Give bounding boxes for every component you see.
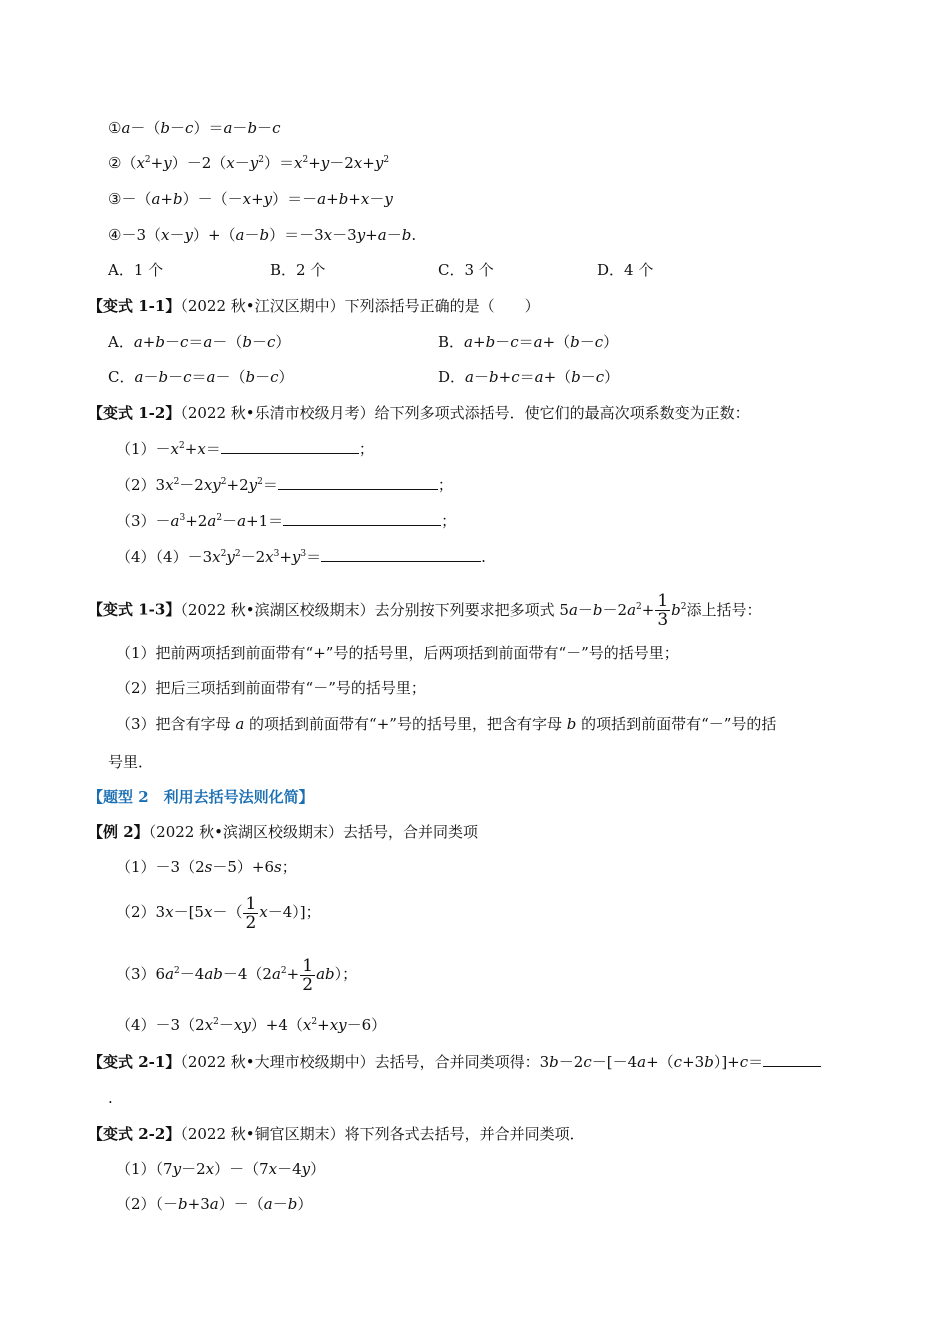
statement-3: ③－（a+b）－（－x+y）＝－a+b+x－y: [108, 190, 393, 208]
choice-a: A．1 个: [108, 261, 164, 279]
variant-1-1-tag: 【变式 1-1】: [88, 297, 181, 315]
v11-choice-a: A．a+b－c＝a－（b－c）: [108, 333, 291, 351]
ex2-item-3: $(3)6a^2-4ab-4(2a^2+$ $\frac{1}{2}$ ab）；: [116, 955, 358, 995]
v12-item-3: $(3)-a^3+2a^2-a+1=$ ；: [116, 512, 457, 530]
v11-choice-b: B．a+b－c＝a+（b－c）: [438, 333, 619, 351]
statement-4: ④－3（x－y）+（a－b）＝－3x－3y+a－b.: [108, 226, 417, 244]
variant-1-3-tag: 【变式 1-3】: [88, 600, 181, 619]
variant-1-3-text: （2022 秋•滨湖区校级期末）去分别按下列要求把多项式 $5a-b-2a^2+$: [180, 600, 655, 619]
example-2-text: （2022 秋•滨湖区校级期末）去括号，合并同类项: [148, 823, 478, 841]
variant-2-1-text: （2022 秋•大理市校级期中）去括号，合并同类项得：3b－2c－[－4a+（c+3b）]+c＝: [180, 1053, 764, 1071]
variant-2-1-heading: [88, 1052, 821, 1072]
answer-blank[interactable]: [763, 1052, 821, 1067]
variant-1-3-tail: $b^2$添上括号：: [671, 600, 762, 619]
example-2-heading: [88, 822, 478, 842]
choice-b: B．2 个: [270, 261, 326, 279]
v22-item-1: （1）（7y－2x）－（7x－4y）: [116, 1160, 326, 1178]
variant-1-2-heading: [88, 403, 750, 423]
v12-item-2: $(2)3x^2-2xy^2+2y^2=$ ；: [116, 476, 453, 494]
ex2-item-2: （2）3x－[5x－（ $\frac{1}{2}$ x－4）]；: [116, 893, 321, 933]
v13-item-1: （1）把前两项括到前面带有“+”号的括号里，后两项括到前面带有“－”号的括号里；: [116, 644, 679, 662]
v11-choice-c: C．a－b－c＝a－（b－c）: [108, 368, 294, 386]
variant-1-2-tag: 【变式 1-2】: [88, 404, 181, 422]
v12-item-4: $(4)(4)-3x^2y^2-2x^3+y^3=$ .: [116, 548, 486, 566]
v13-item-3: （3）把含有字母 a 的项括到前面带有“+”号的括号里，把含有字母 b 的项括到前面带有“－”号的括: [116, 715, 777, 733]
section-2-title: 【题型 2 利用去括号法则化简】: [88, 788, 314, 806]
answer-blank[interactable]: [221, 439, 359, 454]
variant-2-1-tag: 【变式 2-1】: [88, 1053, 181, 1071]
statement-1: ①a－（b－c）＝a－b－c: [108, 119, 281, 137]
v13-item-3-cont: 号里．: [108, 753, 154, 771]
variant-2-1-end: .: [108, 1089, 113, 1107]
variant-1-3-heading: [88, 592, 762, 629]
variant-1-1-heading: [88, 296, 540, 316]
statement-2: $②(x^2+y)-2(x-y^2)=x^2+y-2x+y^2$: [108, 154, 390, 172]
answer-blank[interactable]: [321, 547, 481, 562]
answer-blank[interactable]: [283, 511, 441, 526]
example-2-tag: 【例 2】: [88, 823, 149, 841]
v12-item-1: $(1)-x^2+x=$ ；: [116, 440, 374, 458]
variant-2-2-tag: 【变式 2-2】: [88, 1125, 181, 1143]
fraction-one-half: $\frac{1}{2}$: [302, 955, 314, 995]
v22-item-2: （2）（－b+3a）－（a－b）: [116, 1195, 313, 1213]
fraction-one-half: $\frac{1}{2}$: [245, 893, 257, 933]
variant-1-2-text: （2022 秋•乐清市校级月考）给下列多项式添括号．使它们的最高次项系数变为正数：: [180, 404, 750, 422]
v11-choice-d: D．a－b+c＝a+（b－c）: [438, 368, 620, 386]
v13-item-2: （2）把后三项括到前面带有“－”号的括号里；: [116, 679, 426, 697]
variant-2-2-text: （2022 秋•铜官区期末）将下列各式去括号，并合并同类项．: [180, 1125, 585, 1143]
answer-blank[interactable]: [278, 475, 438, 490]
fraction-one-third: $\frac{1}{3}$: [657, 591, 669, 630]
ex2-item-1: （1）－3（2s－5）+6s；: [116, 858, 297, 876]
choice-c: C．3 个: [438, 261, 494, 279]
variant-2-2-heading: [88, 1124, 585, 1144]
ex2-item-4: $(4)-3(2x^2-xy)+4(x^2+xy-6)$: [116, 1016, 387, 1034]
choice-d: D．4 个: [597, 261, 654, 279]
variant-1-1-text: （2022 秋•江汉区期中）下列添括号正确的是（ ）: [180, 297, 540, 315]
